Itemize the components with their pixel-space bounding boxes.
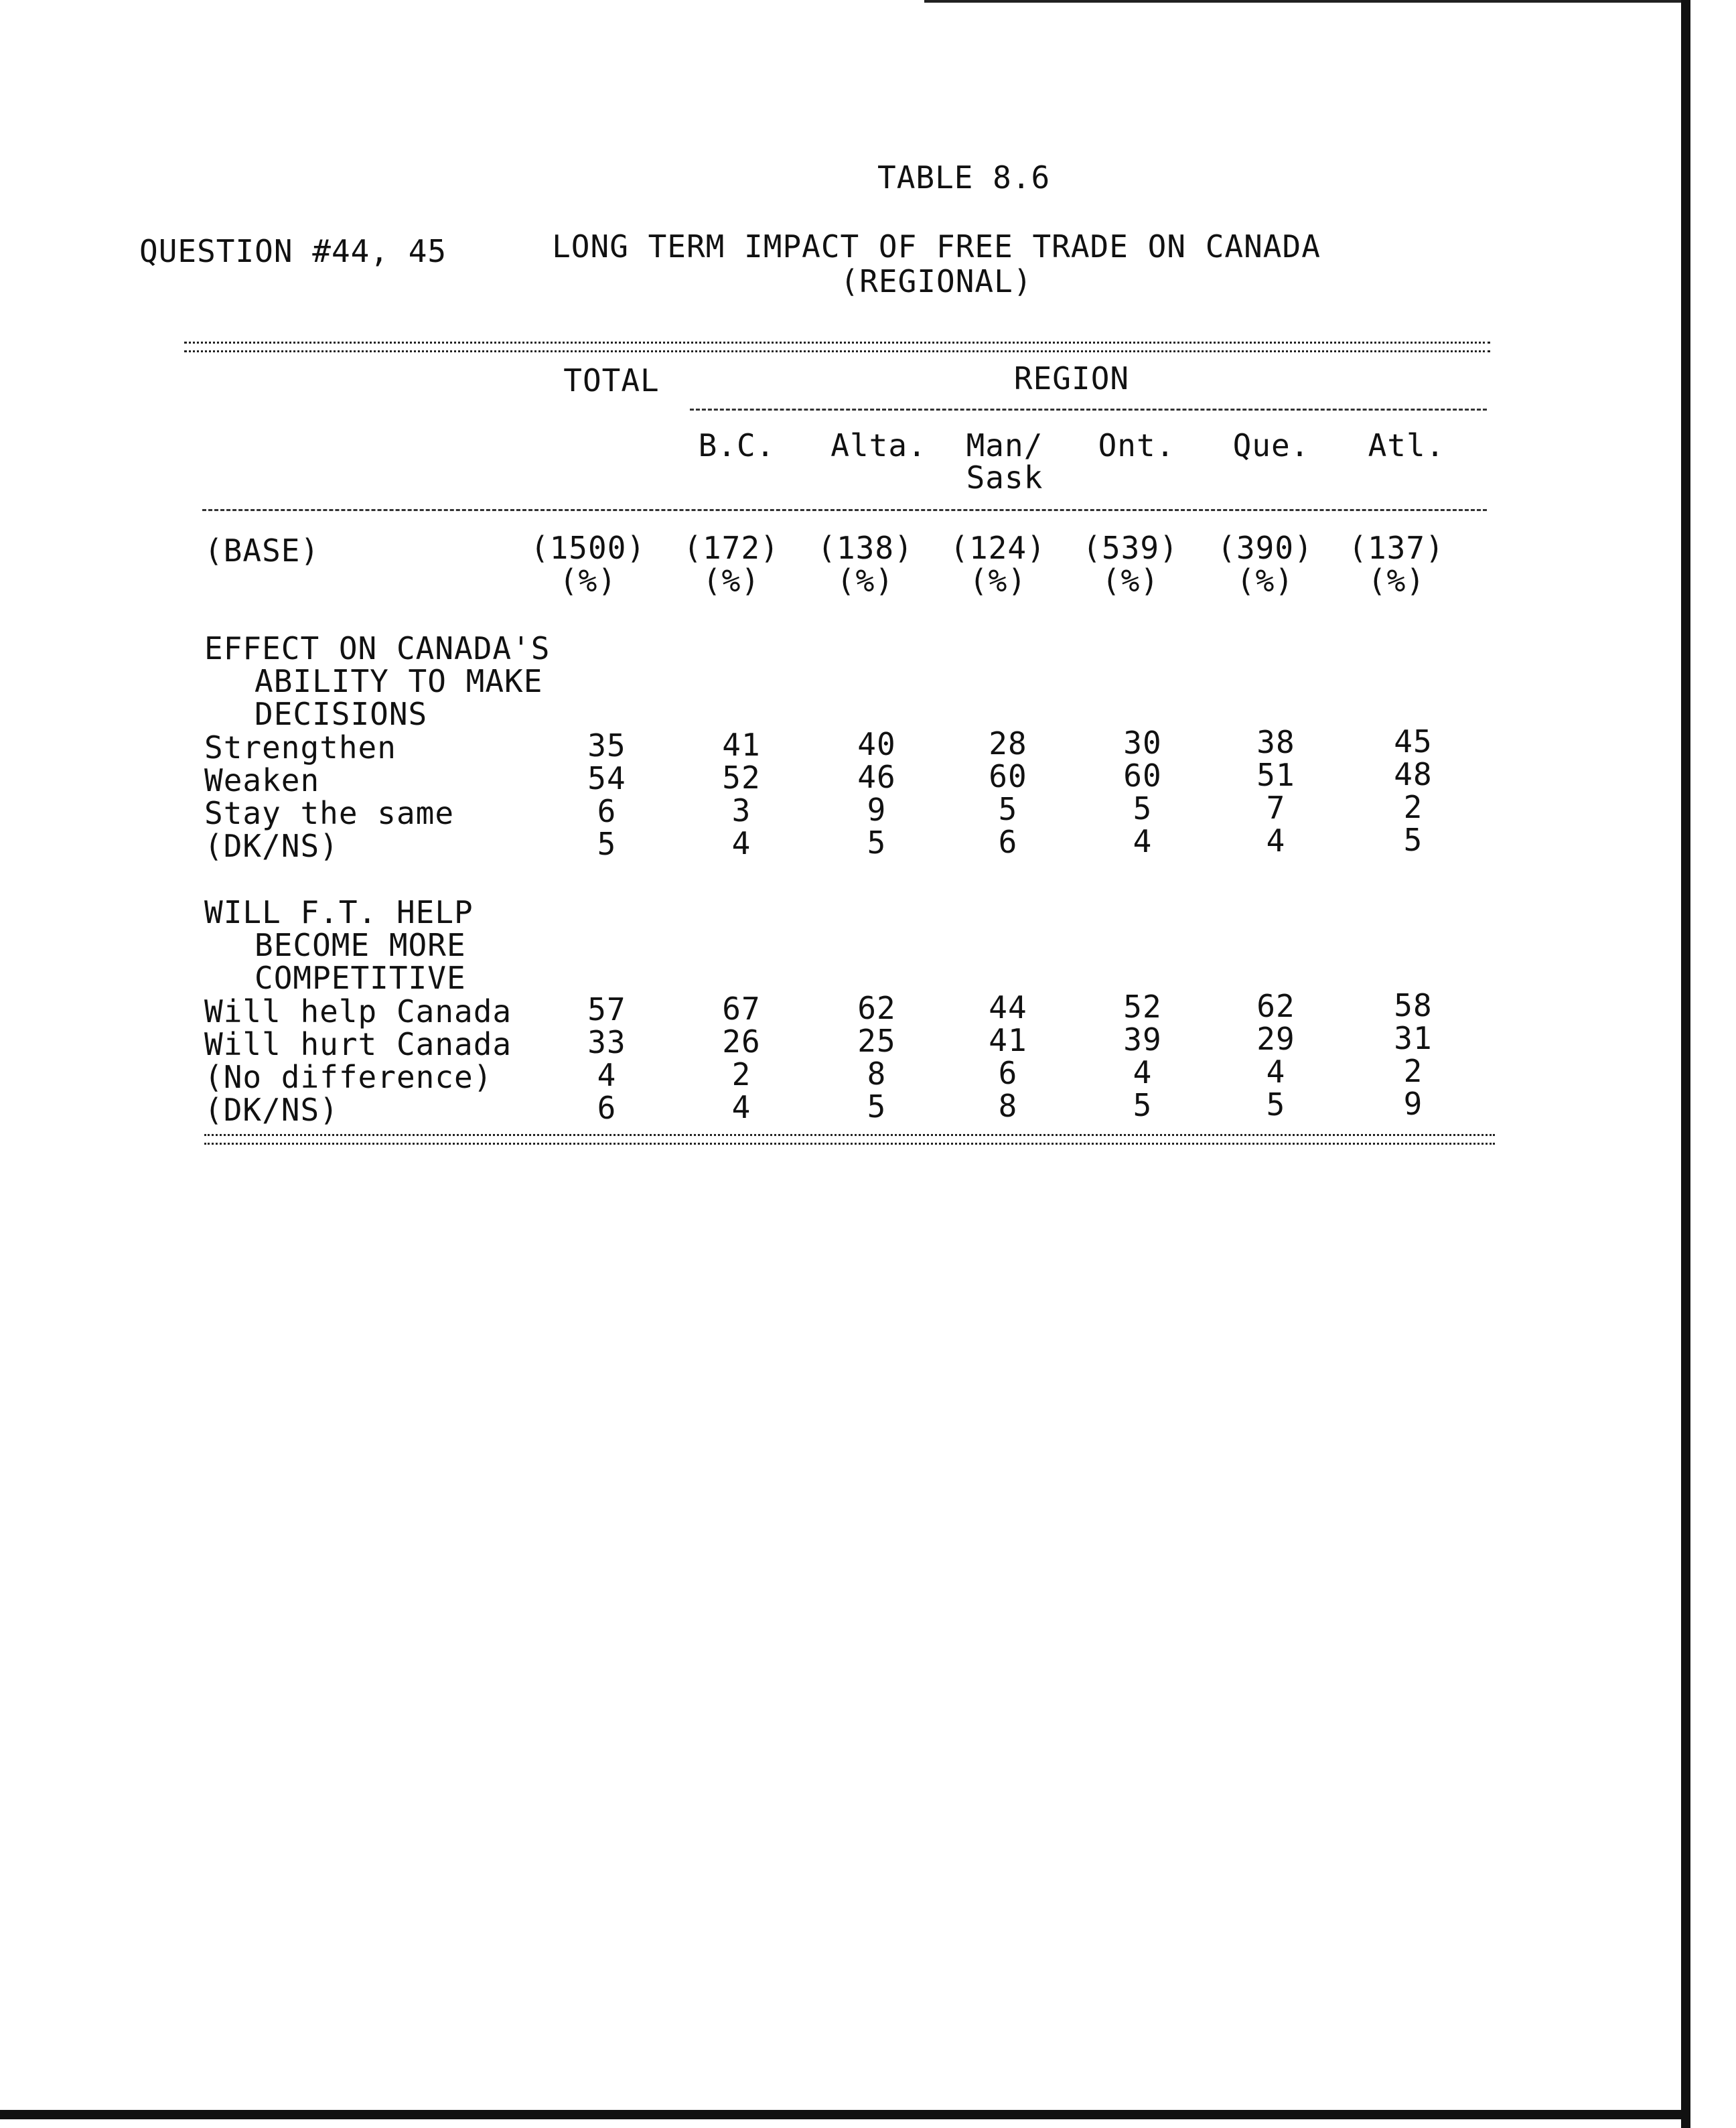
cell-value: 4 (597, 1057, 617, 1093)
cell-value: 40 (857, 726, 896, 762)
unit-ont: (%) (1101, 563, 1160, 599)
table-subtitle: (REGIONAL) (840, 263, 1033, 299)
question-number: QUESTION #44, 45 (139, 233, 447, 269)
unit-atl: (%) (1367, 563, 1426, 599)
cell-value: 3 (731, 792, 751, 829)
unit-bc: (%) (702, 563, 761, 599)
section-heading-line: WILL F.T. HELP (204, 894, 474, 930)
cell-value: 25 (857, 1023, 896, 1059)
cell-value: 2 (731, 1056, 751, 1092)
cell-value: 52 (722, 760, 761, 796)
cell-value: 28 (989, 725, 1027, 762)
cell-value: 5 (1133, 790, 1153, 827)
scan-bottom-edge (0, 2110, 1688, 2119)
cell-value: 67 (722, 991, 761, 1027)
cell-value: 62 (1256, 988, 1295, 1024)
table-title: LONG TERM IMPACT OF FREE TRADE ON CANADA (552, 228, 1321, 265)
row-label: Strengthen (204, 729, 396, 766)
base-total: (1500) (530, 530, 646, 566)
cell-value: 4 (731, 825, 751, 861)
region-dashed-rule (690, 409, 1487, 411)
row-label: Weaken (204, 762, 320, 798)
section-heading-line: ABILITY TO MAKE (255, 663, 543, 699)
cell-value: 62 (857, 990, 896, 1026)
cell-value: 33 (587, 1024, 626, 1060)
cell-value: 5 (867, 825, 887, 861)
region-header-man: Man/ (966, 427, 1043, 464)
unit-man-sask: (%) (968, 563, 1027, 599)
cell-value: 57 (587, 991, 626, 1027)
section-heading-line: BECOME MORE (255, 927, 466, 963)
base-atl: (137) (1348, 530, 1445, 566)
cell-value: 31 (1394, 1020, 1433, 1056)
section-heading-line: COMPETITIVE (255, 960, 466, 996)
cell-value: 41 (989, 1022, 1027, 1058)
region-header-atl: Atl. (1368, 427, 1445, 464)
cell-value: 46 (857, 759, 896, 795)
scan-top-edge (924, 0, 1688, 3)
cell-value: 48 (1394, 756, 1433, 792)
cell-value: 41 (722, 727, 761, 763)
cell-value: 5 (998, 791, 1018, 827)
base-que: (390) (1217, 530, 1313, 566)
header-region: REGION (1013, 360, 1130, 397)
cell-value: 60 (1123, 758, 1162, 794)
row-label: Will hurt Canada (204, 1026, 512, 1062)
cell-value: 4 (1133, 1054, 1153, 1090)
row-label: (DK/NS) (204, 828, 339, 864)
section-heading-line: EFFECT ON CANADA'S (204, 630, 551, 666)
cell-value: 52 (1123, 989, 1162, 1025)
region-header-ont: Ont. (1098, 427, 1175, 464)
row-label: Stay the same (204, 795, 455, 831)
cell-value: 4 (1133, 823, 1153, 859)
cell-value: 4 (1266, 1054, 1286, 1090)
region-header-alta: Alta. (830, 427, 927, 464)
cell-value: 39 (1123, 1021, 1162, 1058)
unit-alta: (%) (836, 563, 895, 599)
section-heading-line: DECISIONS (255, 696, 428, 732)
region-header-que: Que. (1232, 427, 1310, 464)
cell-value: 7 (1266, 790, 1286, 826)
cell-value: 5 (597, 826, 617, 862)
base-ont: (539) (1082, 530, 1179, 566)
cell-value: 9 (1403, 1086, 1423, 1122)
cell-value: 5 (1133, 1087, 1153, 1123)
base-bc: (172) (683, 530, 780, 566)
base-label: (BASE) (204, 533, 320, 569)
base-man-sask: (124) (950, 530, 1046, 566)
cell-value: 58 (1394, 987, 1433, 1023)
cell-value: 5 (1266, 1086, 1286, 1123)
cell-value: 8 (998, 1088, 1018, 1124)
cell-value: 5 (1403, 822, 1423, 858)
bottom-double-rule (204, 1134, 1495, 1145)
cell-value: 8 (867, 1056, 887, 1092)
cell-value: 60 (989, 758, 1027, 794)
row-label: Will help Canada (204, 993, 512, 1030)
cell-value: 30 (1123, 725, 1162, 761)
cell-value: 38 (1256, 724, 1295, 760)
cell-value: 6 (597, 793, 617, 829)
cell-value: 44 (989, 989, 1027, 1025)
scan-right-edge (1681, 0, 1690, 2128)
cell-value: 54 (587, 760, 626, 796)
cell-value: 4 (731, 1089, 751, 1125)
cell-value: 29 (1256, 1021, 1295, 1057)
cell-value: 2 (1403, 1053, 1423, 1089)
row-label: (DK/NS) (204, 1092, 339, 1128)
cell-value: 45 (1394, 723, 1433, 760)
region-header-sask: Sask (966, 459, 1043, 496)
cell-value: 6 (998, 824, 1018, 860)
cell-value: 6 (597, 1090, 617, 1126)
cell-value: 51 (1256, 757, 1295, 793)
cell-value: 9 (867, 792, 887, 828)
unit-total: (%) (559, 563, 618, 599)
cell-value: 5 (867, 1088, 887, 1125)
region-header-bc: B.C. (698, 427, 776, 464)
top-double-rule (184, 342, 1490, 352)
cell-value: 4 (1266, 823, 1286, 859)
cell-value: 35 (587, 727, 626, 764)
cell-value: 6 (998, 1055, 1018, 1091)
base-alta: (138) (817, 530, 914, 566)
header-total: TOTAL (563, 362, 660, 399)
cell-value: 26 (722, 1023, 761, 1060)
header-dashed-rule (202, 509, 1487, 511)
row-label: (No difference) (204, 1059, 493, 1095)
table-number: TABLE 8.6 (877, 159, 1051, 196)
cell-value: 2 (1403, 789, 1423, 825)
unit-que: (%) (1236, 563, 1295, 599)
